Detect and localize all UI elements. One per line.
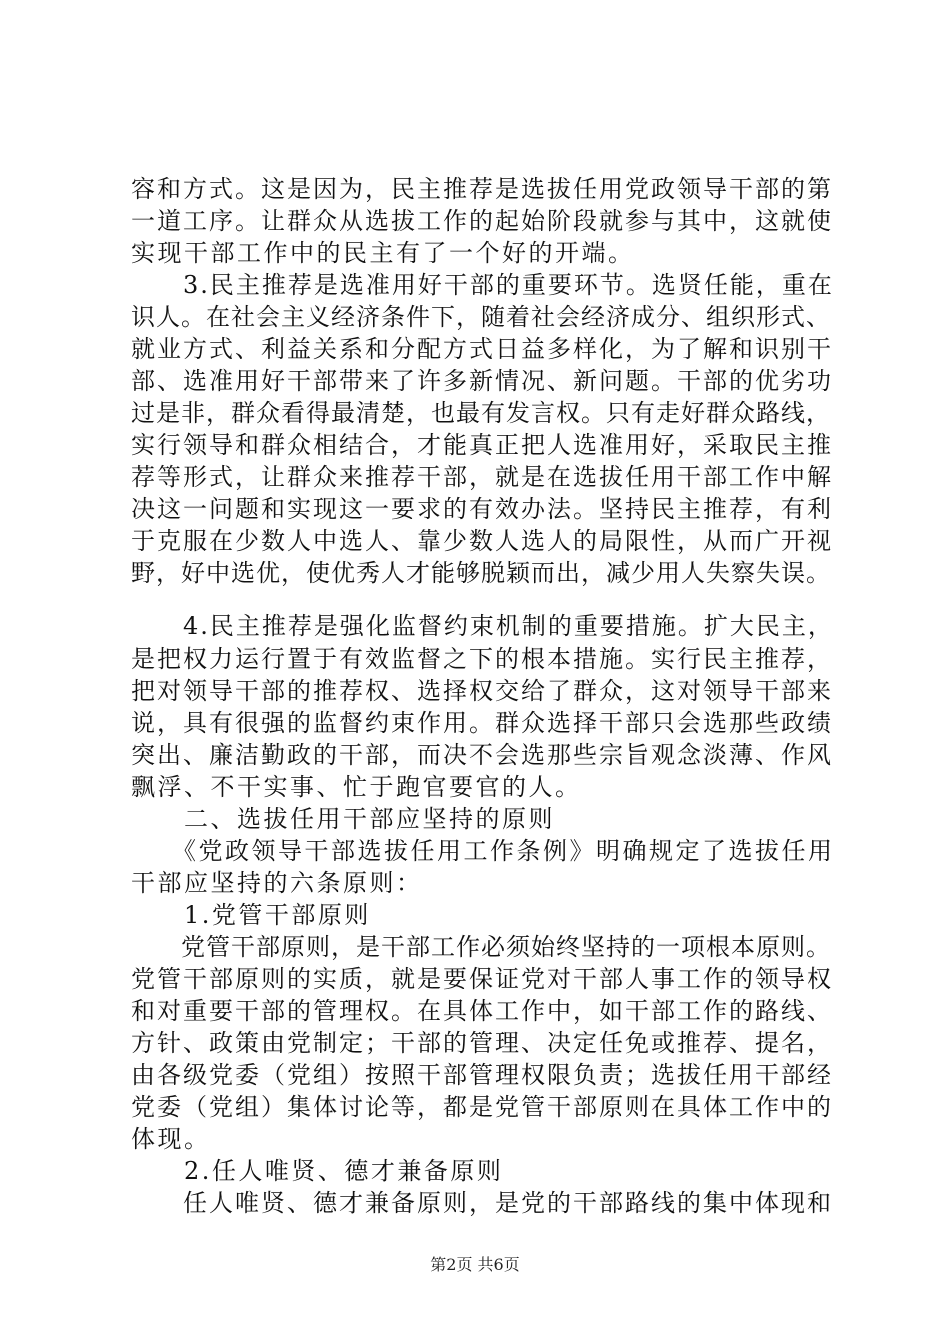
subsection-heading: 1.党管干部原则 <box>131 901 371 929</box>
body-line: 3.民主推荐是选准用好干部的重要环节。选贤任能，重在 <box>131 271 834 299</box>
body-line: 容和方式。这是因为，民主推荐是选拔任用党政领导干部的第 <box>131 175 833 203</box>
section-heading: 二、选拔任用干部应坚持的原则 <box>131 805 555 833</box>
body-line: 方针、政策由党制定；干部的管理、决定任免或推荐、提名， <box>131 1029 833 1057</box>
body-line: 突出、廉洁勤政的干部，而决不会选那些宗旨观念淡薄、作风 <box>131 741 833 769</box>
body-line: 把对领导干部的推荐权、选择权交给了群众，这对领导干部来 <box>131 677 833 705</box>
body-line: 干部应坚持的六条原则： <box>131 869 423 897</box>
body-line: 党管干部原则的实质，就是要保证党对干部人事工作的领导权 <box>131 965 833 993</box>
body-line: 实行领导和群众相结合，才能真正把人选准用好，采取民主推 <box>131 431 833 459</box>
page-footer: 第2页 共6页 <box>430 1255 520 1274</box>
body-line: 飘浮、不干实事、忙于跑官要官的人。 <box>131 773 582 801</box>
body-line: 4.民主推荐是强化监督约束机制的重要措施。扩大民主， <box>131 612 834 640</box>
body-line: 就业方式、利益关系和分配方式日益多样化，为了解和识别干 <box>131 335 833 363</box>
body-line: 过是非，群众看得最清楚，也最有发言权。只有走好群众路线， <box>131 399 831 427</box>
body-line: 党管干部原则，是干部工作必须始终坚持的一项根本原则。 <box>131 933 831 961</box>
body-line: 部、选准用好干部带来了许多新情况、新问题。干部的优劣功 <box>131 367 833 395</box>
body-line: 识人。在社会主义经济条件下，随着社会经济成分、组织形式、 <box>131 303 831 331</box>
body-line: 由各级党委（党组）按照干部管理权限负责；选拔任用干部经 <box>131 1061 833 1089</box>
body-line: 一道工序。让群众从选拔工作的起始阶段就参与其中，这就使 <box>131 207 833 235</box>
body-line: 野，好中选优，使优秀人才能够脱颖而出，减少用人失察失误。 <box>131 559 831 587</box>
body-line: 体现。 <box>131 1125 211 1153</box>
body-line: 决这一问题和实现这一要求的有效办法。坚持民主推荐，有利 <box>131 495 833 523</box>
body-line: 《党政领导干部选拔任用工作条例》明确规定了选拔任用 <box>131 837 835 865</box>
body-line: 实现干部工作中的民主有了一个好的开端。 <box>131 239 635 267</box>
body-line: 说，具有很强的监督约束作用。群众选择干部只会选那些政绩 <box>131 709 833 737</box>
body-line: 党委（党组）集体讨论等，都是党管干部原则在具体工作中的 <box>131 1093 833 1121</box>
body-line: 是把权力运行置于有效监督之下的根本措施。实行民主推荐， <box>131 645 833 673</box>
subsection-heading: 2.任人唯贤、德才兼备原则 <box>131 1157 504 1185</box>
body-line: 和对重要干部的管理权。在具体工作中，如干部工作的路线、 <box>131 997 833 1025</box>
body-line: 荐等形式，让群众来推荐干部，就是在选拔任用干部工作中解 <box>131 463 833 491</box>
body-line: 于克服在少数人中选人、靠少数人选人的局限性，从而广开视 <box>131 527 833 555</box>
body-line: 任人唯贤、德才兼备原则，是党的干部路线的集中体现和 <box>131 1189 833 1217</box>
